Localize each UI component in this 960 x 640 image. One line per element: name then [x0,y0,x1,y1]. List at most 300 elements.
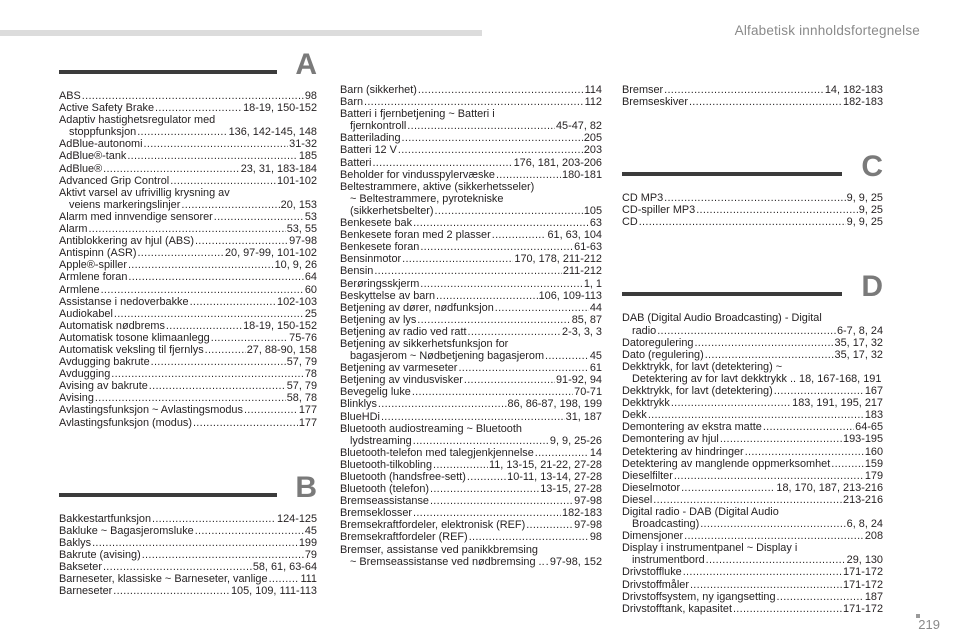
index-term: Armlene foran [59,271,128,284]
index-term: Antispinn (ASR) [59,247,137,260]
dot-leader [545,350,589,362]
index-term: Demontering av ekstra matte [622,421,762,434]
index-entry [622,325,883,337]
dot-leader [142,549,304,561]
index-term: Barn [340,96,364,109]
page-ref: 171-172 [843,566,883,579]
dot-leader [653,494,842,506]
page-ref: 205 [583,132,602,145]
dot-leader [364,96,584,108]
dot-leader [412,386,573,398]
index-entry [340,435,602,447]
index-entry [340,278,602,290]
page-ref: 171-172 [843,578,883,591]
index-term: Alarm med innvendige sensorer [59,210,213,223]
index-entry [340,411,602,423]
index-entry [340,241,602,253]
page-ref: 183, 191, 195, 217 [792,397,883,410]
index-term: Bremseklosser [340,507,413,520]
index-term: AdBlue®-tank [59,150,127,163]
index-entry [622,591,883,603]
page-ref: 91-92, 94 [555,374,602,387]
page-ref: 105 [583,204,602,217]
page-ref: 193-195 [843,433,883,446]
page-ref: 9, 9, 25 [846,216,883,229]
page-ref: 14 [589,446,602,459]
page-ref: 35, 17, 32 [834,336,883,349]
page-ref: 179 [864,469,883,482]
index-entry [340,265,602,277]
dot-leader [535,447,589,459]
page-ref: 61-63 [574,241,602,254]
dot-leader [113,585,230,597]
page-ref: 10-11, 13-14, 27-28 [507,471,602,483]
page-ref: 18-19, 150-152 [243,319,317,332]
index-term: Drivstoffsystem, ny igangsetting [622,590,776,603]
page-ref: 2-3, 3, 3 [562,325,602,338]
index-term: Dieselfilter [622,469,673,482]
index-term: Dimensjoner [622,530,684,543]
index-entry [622,409,883,421]
index-term: Detektering av hindringer [622,445,744,458]
index-entry [59,561,317,573]
index-term: lydstreaming [350,434,412,447]
header-bar [0,30,482,36]
page-ref: 187 [864,590,883,603]
index-entry-line: Digital radio - DAB (Digital Audio [622,505,779,518]
dot-leader [144,138,289,150]
index-entry [59,380,317,392]
index-entry [59,320,317,332]
dot-leader [214,211,304,223]
index-entry [59,308,317,320]
index-entry [59,296,317,308]
dot-leader [128,271,303,283]
index-entry [59,126,317,138]
section-letter: A [295,48,317,81]
page-ref: 85, 87 [571,313,602,326]
dot-leader [151,356,286,368]
index-term: Drivstofftank, kapasitet [622,602,732,615]
page-ref: 180-181 [562,168,602,181]
index-entry [340,120,602,132]
index-term: Betjening av vindusvisker [340,374,463,387]
index-term: Beskyttelse av barn [340,289,436,302]
page-ref: 25 [304,307,317,320]
index-term: Berøringsskjerm [340,277,420,290]
dot-leader [774,385,864,397]
page-ref: 101-102 [277,174,317,187]
dot-leader [402,253,513,265]
dot-leader [684,530,864,542]
page-ref: 10, 9, 26 [274,259,317,272]
index-term: Bakkestartfunksjon [59,512,152,525]
index-term: Benkesete foran [340,241,420,254]
page-ref: 57, 79 [286,380,317,393]
index-term: CD [622,216,638,229]
index-term: Batterilading [340,132,401,145]
index-entry [59,235,317,247]
index-entry [340,447,602,459]
index-term: Barneseter [59,585,113,598]
index-term: Datoregulering [622,336,694,349]
index-term: Barneseter, klassiske ~ Barneseter, vanlige [59,573,268,586]
page-ref: 45-47, 82 [555,120,602,133]
index-entry [340,507,602,519]
index-entry [340,398,602,410]
index-entry [622,579,883,591]
dot-leader [381,411,565,423]
index-term: Dekk [622,409,647,422]
index-entry [59,573,317,585]
page-ref: 171-172 [843,602,883,615]
dot-leader [190,296,276,308]
index-term: Benkesete foran med 2 plasser [340,229,491,242]
page-ref: 18, 170, 187, 213-216 [776,481,883,494]
index-entry [59,585,317,597]
index-entry [59,513,317,525]
dot-leader [492,229,547,241]
index-term: Demontering av hjul [622,433,719,446]
page-ref: 211-212 [562,265,602,278]
dot-leader [648,409,864,421]
index-entry [59,537,317,549]
page-ref: 159 [864,457,883,470]
dot-leader [526,519,573,531]
page-ref: 112 [584,96,602,109]
index-term: radio [632,324,657,337]
page-ref: 98 [589,531,602,544]
index-term: Baklys [59,536,92,549]
page-ref: 79 [304,548,317,561]
dot-leader [831,458,864,470]
page-ref: 11, 13-15, 21-22, 27-28 [488,458,602,471]
index-entry [622,96,883,108]
index-term: Betjening av dører, nødfunksjon [340,301,494,314]
dot-leader [103,163,240,175]
page-ref: 31-32 [289,138,317,151]
index-entry [622,566,883,578]
index-entry [59,284,317,296]
index-entry [340,157,602,169]
index-entry [59,404,317,416]
dot-leader [674,470,864,482]
index-entry [622,397,883,409]
index-entry-line: Dekktrykk, for lavt (detektering) ~ [622,360,783,373]
dot-leader [546,556,549,568]
index-term: Automatisk veksling til fjernlys [59,343,204,356]
dot-leader [128,259,274,271]
page-ref: 13-15, 27-28 [540,483,602,496]
index-entry [340,314,602,326]
index-term: Drivstoffmåler [622,578,689,591]
dot-leader [166,320,242,332]
page-header-title: Alfabetisk innholdsfortegnelse [734,23,920,38]
index-entry [622,385,883,397]
page-ref: 86, 86-87, 198, 199 [507,398,602,411]
dot-leader [193,417,298,429]
dot-leader [420,278,583,290]
section-header-c [622,152,883,192]
dot-leader [706,554,846,566]
index-term: Armlene [59,283,100,296]
index-term: Dekktrykk [622,397,670,410]
index-entry [622,204,883,216]
section-header-a [59,50,317,90]
dot-leader [137,126,227,138]
index-entry [622,446,883,458]
index-entry [340,374,602,386]
index-term: Bevegelig luke [340,386,411,399]
section-divider [622,292,842,296]
page-ref: 199 [298,536,317,549]
page-ref: 182-183 [562,507,602,520]
index-entry [59,525,317,537]
dot-leader [114,308,304,320]
index-term: Blinklys [340,398,377,411]
index-term: Dieselmotor [622,481,681,494]
page-ref: 70-71 [574,386,602,399]
dot-leader [82,90,304,102]
dot-leader [433,459,488,471]
page-ref: 177 [298,416,317,429]
dot-leader [92,537,298,549]
index-term: Dekktrykk, for lavt (detektering) [622,385,773,398]
index-entry-line: Bluetooth audiostreaming ~ Bluetooth [340,422,522,435]
dot-leader [683,566,842,578]
index-entry [59,211,317,223]
index-entry [622,494,883,506]
index-entry [59,368,317,380]
page-ref: 31, 187 [565,410,602,423]
dot-leader [458,362,588,374]
index-entry [622,192,883,204]
page-ref: 75-76 [289,331,317,344]
index-entry-line: Detektering av for lavt dekktrykk .. 18, 167-168, 191 [632,372,882,385]
page-ref: 177 [298,404,317,417]
dot-leader [430,483,539,495]
index-term: Automatisk tosone klimaanlegg [59,331,210,344]
page-ref: 9, 9, 25 [846,192,883,205]
page-ref: 61, 63, 104 [547,229,602,242]
index-term: Avising [59,392,94,405]
dot-leader [372,157,512,169]
page-ref: 114 [584,84,602,96]
index-entry [340,169,602,181]
dot-leader [664,84,824,96]
index-entry [59,417,317,429]
dot-leader [407,120,555,132]
index-entry [340,229,602,241]
dot-leader [127,150,297,162]
index-entry [622,530,883,542]
index-entry [59,356,317,368]
dot-leader [681,482,775,494]
index-term: Benkesete bak [340,217,413,230]
index-term: ~ Bremseassistanse ved nødbremsing .. [350,555,545,568]
page-number: 219 [918,617,940,632]
dot-leader [430,495,573,507]
index-entry [622,518,883,530]
index-entry-line: Bremser, assistanse ved panikkbremsing [340,543,538,556]
page-ref: 53 [304,210,317,223]
dot-leader [88,223,285,235]
index-term: Broadcasting) [632,518,700,531]
page-ref: 97-98 [574,495,602,508]
index-entry [622,458,883,470]
section-divider [59,493,277,497]
dot-leader [378,398,507,410]
index-term: fjernkontroll [350,120,407,133]
page-ref: 185 [298,150,317,163]
dot-leader [464,374,555,386]
index-entry [59,247,317,259]
page-ref: 111 [300,573,317,586]
index-term: Betjening av varmeseter [340,362,458,375]
dot-leader [398,144,583,156]
index-entry [622,482,883,494]
index-term: Avdugging [59,368,111,381]
index-term: Active Safety Brake [59,102,155,115]
index-entry [340,386,602,398]
index-entry [340,483,602,495]
index-term: Beholder for vindusspylervæske [340,168,495,181]
index-entry [59,259,317,271]
index-term: bagasjerom ~ Nødbetjening bagasjerom [350,350,545,363]
index-entry [622,421,883,433]
index-term: Bluetooth (telefon) [340,483,429,496]
index-entry [622,554,883,566]
page-ref: 20, 153 [280,198,317,211]
index-term: Bensin [340,265,374,278]
dot-leader [468,326,562,338]
index-entry [340,205,602,217]
index-entry-line: Aktivt varsel av ufrivillig krysning av [59,186,230,199]
index-term: Automatisk nødbrems [59,319,165,332]
dot-leader [436,290,538,302]
section-letter: C [861,150,883,184]
page-ref: 29, 130 [846,554,883,567]
index-entry [59,344,317,356]
index-term: Avdugging bakrute [59,356,150,369]
index-term: Audiokabel [59,307,113,320]
page-ref: 98 [304,90,317,102]
page-ref: 35, 17, 32 [834,348,883,361]
page-ref: 78 [304,368,317,381]
dot-leader [657,325,836,337]
index-entry [59,90,317,102]
page-ref: 102-103 [277,295,317,308]
page-ref: 106, 109-113 [538,289,602,302]
index-term: Apple®-spiller [59,259,127,272]
section-header-d [622,272,883,312]
index-entry [340,459,602,471]
index-term: Bremser [622,84,664,96]
index-entry [622,470,883,482]
page-ref: 44 [589,301,602,314]
index-entry [340,556,602,568]
index-term: instrumentbord [632,554,705,567]
dot-leader [413,435,549,447]
page-ref: 14, 182-183 [824,84,883,96]
index-term: (sikkerhetsbelter) [350,204,434,217]
index-entry [59,138,317,150]
dot-leader [413,217,589,229]
index-term: Bakrute (avising) [59,548,141,561]
index-entry [622,337,883,349]
page-ref: 27, 88-90, 158 [246,343,317,356]
index-entry [340,326,602,338]
index-term: BlueHDi [340,410,380,423]
dot-leader [101,284,304,296]
index-term: Batteri [340,156,372,169]
index-entry [340,471,602,483]
dot-leader [689,96,842,108]
index-entry [340,144,602,156]
dot-leader [763,421,854,433]
index-entry-line: Beltestrammere, aktive (sikkerhetsseler) [340,180,535,193]
page-ref: 136, 142-145, 148 [228,126,317,139]
index-term: CD-spiller MP3 [622,204,696,217]
dot-leader [195,235,288,247]
page-ref: 64 [304,271,317,284]
page-ref: 183 [864,409,883,422]
dot-leader [777,591,864,603]
dot-leader [495,302,589,314]
dot-leader [269,573,300,585]
dot-leader [696,204,858,216]
page-ref: 64-65 [855,421,883,434]
page-ref: 176, 181, 203-206 [513,156,602,169]
dot-leader [671,397,791,409]
dot-leader [720,433,842,445]
dot-leader [244,404,298,416]
index-entry [622,433,883,445]
index-entry [340,217,602,229]
page-ref: 208 [864,530,883,543]
dot-leader [149,380,286,392]
dot-leader [95,392,286,404]
dot-leader [705,349,834,361]
page-ref: 6-7, 8, 24 [836,324,883,337]
index-entry [622,349,883,361]
page-ref: 124-125 [277,512,317,525]
page-ref: 53, 55 [286,223,317,236]
dot-leader [496,169,561,181]
index-entry [59,223,317,235]
dot-leader [733,603,842,615]
dot-leader [745,446,864,458]
index-entry [340,253,602,265]
page-ref: 213-216 [843,493,883,506]
index-term: veiens markeringslinjer [69,198,181,211]
index-entry [340,531,602,543]
index-term: CD MP3 [622,192,664,205]
section-divider [622,172,842,176]
index-term: Barn (sikkerhet) [340,84,417,96]
page-ref: 18-19, 150-152 [243,102,317,115]
page-ref: 9, 9, 25-26 [549,434,602,447]
index-term: Bremseassistanse [340,495,429,508]
index-entry [59,332,317,344]
index-term: Betjening av radio ved ratt [340,325,467,338]
index-entry [59,150,317,162]
index-term: Bremsekraftfordeler (REF) [340,531,468,544]
dot-leader [467,471,506,483]
dot-leader [417,314,570,326]
index-entry-line: DAB (Digital Audio Broadcasting) - Digital [622,312,822,325]
page-ref: 105, 109, 111-113 [231,585,317,598]
